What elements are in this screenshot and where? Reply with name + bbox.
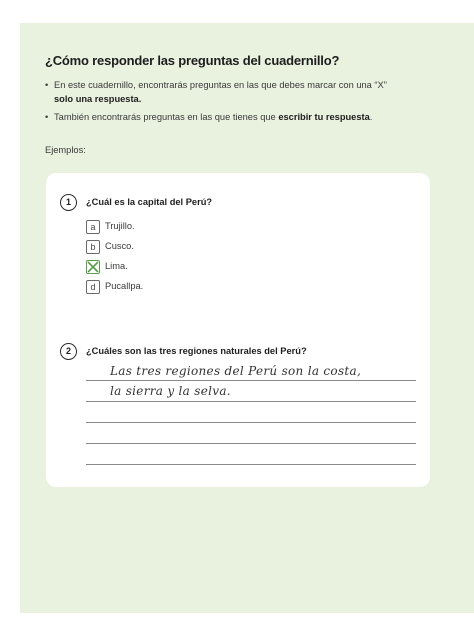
question-text: ¿Cuáles son las tres regiones naturales del Perú? — [86, 346, 307, 356]
handwritten-answer-line: la sierra y la selva. — [110, 384, 231, 398]
instruction-emphasis: solo una respuesta. — [54, 93, 142, 104]
page-title: ¿Cómo responder las preguntas del cuadernillo? — [45, 53, 340, 68]
examples-label: Ejemplos: — [45, 145, 86, 155]
answer-line[interactable] — [86, 422, 416, 423]
answer-line[interactable] — [86, 380, 416, 381]
option-letter-box[interactable]: d — [86, 280, 100, 294]
instruction-text: En este cuadernillo, encontrarás preguntas en las que debes marcar con una “X” — [54, 80, 387, 90]
instruction-item — [45, 111, 450, 125]
option-text: Lima. — [105, 261, 128, 271]
instruction-end: . — [369, 112, 373, 122]
answer-line[interactable] — [86, 401, 416, 402]
answer-line[interactable] — [86, 464, 416, 465]
option-text: Cusco. — [105, 241, 134, 251]
instruction-item — [45, 79, 450, 106]
option-checked-box[interactable] — [86, 260, 100, 274]
examples-card — [46, 173, 430, 487]
question-number-badge: 1 — [60, 194, 77, 211]
instruction-emphasis: escribir tu respuesta — [278, 112, 370, 122]
option-text: Pucallpa. — [105, 281, 144, 291]
instruction-list — [45, 79, 450, 130]
answer-line[interactable] — [86, 443, 416, 444]
option-letter-box[interactable]: a — [86, 220, 100, 234]
option-letter-box[interactable]: b — [86, 240, 100, 254]
page-background-panel — [20, 23, 474, 613]
question-text: ¿Cuál es la capital del Perú? — [86, 197, 213, 207]
x-mark-icon — [87, 261, 99, 273]
bullet-icon: • — [45, 80, 49, 90]
option-text: Trujillo. — [105, 221, 135, 231]
bullet-icon: • — [45, 112, 49, 122]
question-number-badge: 2 — [60, 343, 77, 360]
instruction-text: También encontrarás preguntas en las que tienes que — [54, 112, 276, 122]
handwritten-answer-line: Las tres regiones del Perú son la costa, — [110, 364, 362, 378]
